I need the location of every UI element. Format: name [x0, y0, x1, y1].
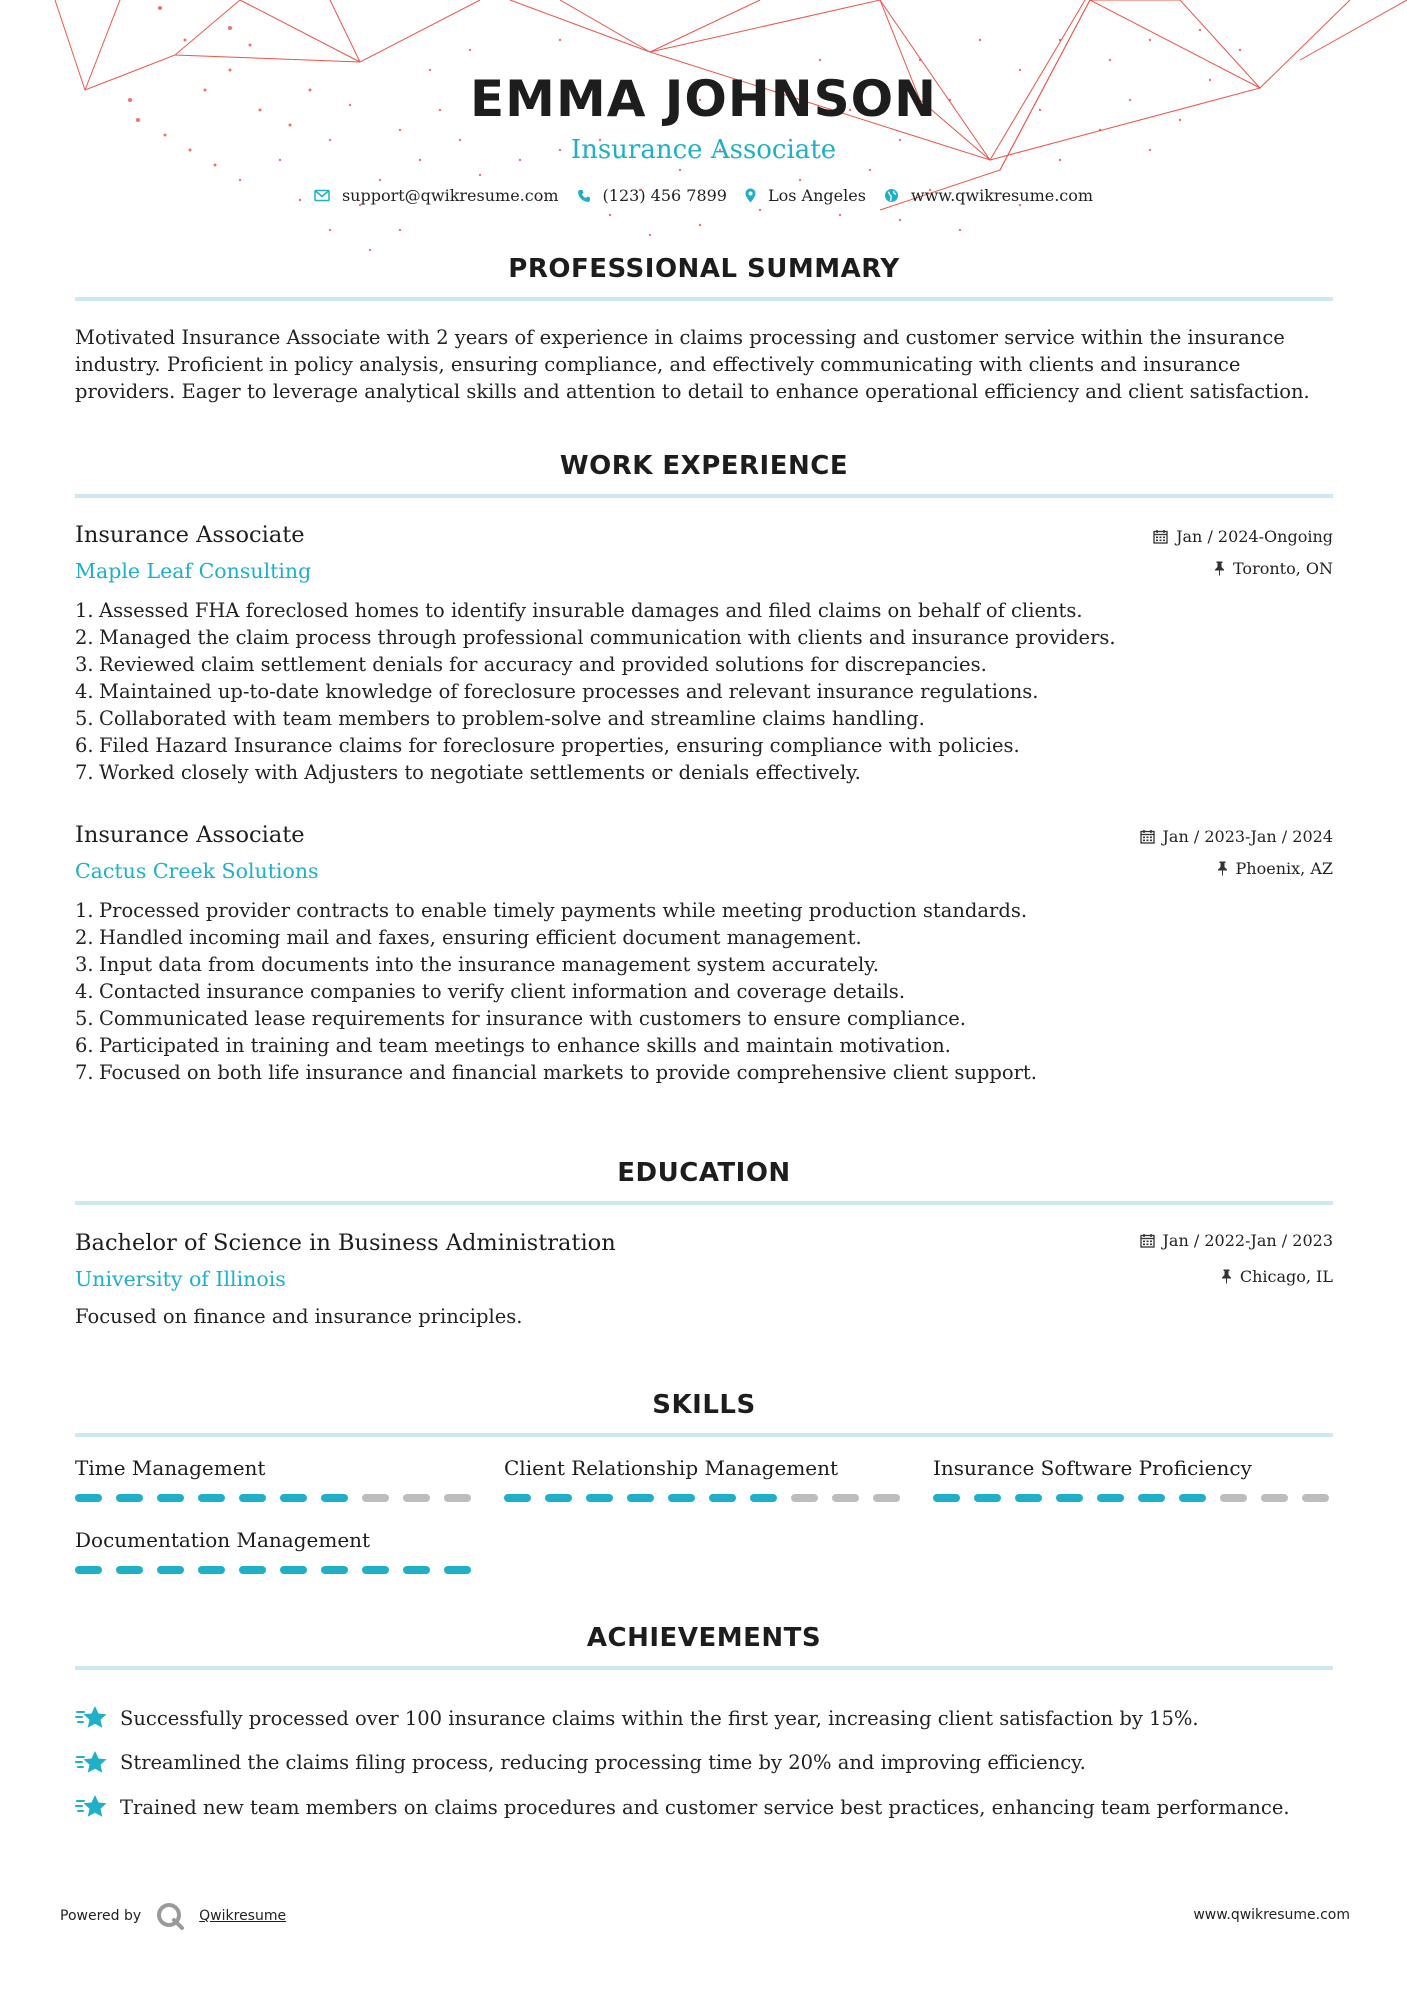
experience-heading: WORK EXPERIENCE — [559, 451, 849, 481]
job-location — [1140, 858, 1333, 878]
skill-dash-empty — [403, 1494, 430, 1502]
qwikresume-logo-icon — [155, 1901, 185, 1931]
job-dates — [1140, 826, 1333, 846]
skill-dash-filled — [750, 1494, 777, 1502]
skill-dash-filled — [403, 1566, 430, 1574]
skill-dash-filled — [933, 1494, 960, 1502]
list-item: 5. Communicated lease requirements for insurance with customers to ensure compliance. — [75, 1007, 966, 1030]
list-item: 1. Processed provider contracts to enable timely payments while meeting production standards. — [75, 899, 1028, 922]
skill-rating — [504, 1494, 904, 1502]
footer-website[interactable]: www.qwikresume.com — [1193, 1907, 1350, 1923]
job-location-text: Toronto, ON — [1233, 558, 1333, 578]
skill-rating — [75, 1566, 475, 1574]
education-location-text: Chicago, IL — [1239, 1266, 1333, 1286]
list-item: 2. Managed the claim process through professional communication with clients and insurance providers. — [75, 626, 1116, 649]
achievements-heading: ACHIEVEMENTS — [586, 1623, 822, 1653]
skill-dash-empty — [873, 1494, 900, 1502]
list-item: 5. Collaborated with team members to problem-solve and streamline claims handling. — [75, 707, 925, 730]
skill-dash-filled — [1015, 1494, 1042, 1502]
job-bullets — [75, 897, 1333, 1086]
skill-item — [504, 1456, 904, 1502]
bullet-text: Participated in training and team meetings to enhance skills and maintain motivation. — [99, 1034, 951, 1057]
bullet-text: Worked closely with Adjusters to negotiate settlements or denials effectively. — [99, 761, 861, 784]
skill-dash-filled — [280, 1494, 307, 1502]
list-item — [75, 1696, 1333, 1741]
bullet-text: Focused on both life insurance and financial markets to provide comprehensive client support. — [99, 1061, 1037, 1084]
skill-dash-filled — [75, 1566, 102, 1574]
achievement-text: Successfully processed over 100 insurance claims within the first year, increasing client satisfaction by 15%. — [120, 1706, 1199, 1730]
calendar-icon — [1140, 1233, 1155, 1248]
contact-location — [745, 186, 866, 205]
job-bullets — [75, 597, 1333, 786]
skill-dash-filled — [75, 1494, 102, 1502]
skill-dash-filled — [116, 1566, 143, 1574]
bullet-text: Processed provider contracts to enable timely payments while meeting production standards. — [99, 899, 1028, 922]
list-item — [75, 1785, 1333, 1830]
contact-phone-text: (123) 456 7899 — [602, 186, 727, 205]
skill-dash-filled — [116, 1494, 143, 1502]
achievement-text: Streamlined the claims filing process, reducing processing time by 20% and improving efficiency. — [120, 1751, 1086, 1775]
list-item: 2. Handled incoming mail and faxes, ensuring efficient document management. — [75, 926, 862, 949]
education-location — [1140, 1266, 1333, 1286]
pushpin-icon — [1221, 1269, 1232, 1284]
education-heading: EDUCATION — [617, 1158, 791, 1188]
bullet-text: Assessed FHA foreclosed homes to identify insurable damages and filed claims on behalf of clients. — [99, 599, 1083, 622]
resume-header — [0, 72, 1407, 165]
list-item: 7. Focused on both life insurance and financial markets to provide comprehensive client support. — [75, 1061, 1037, 1084]
skill-dash-empty — [1302, 1494, 1329, 1502]
job-meta — [1140, 826, 1333, 878]
summary-heading: PROFESSIONAL SUMMARY — [508, 254, 900, 284]
candidate-name: EMMA JOHNSON — [470, 70, 937, 128]
job-dates-text: Jan / 2023-Jan / 2024 — [1162, 826, 1333, 846]
candidate-role: Insurance Associate — [570, 135, 837, 165]
job-dates — [1153, 526, 1333, 546]
skill-dash-empty — [832, 1494, 859, 1502]
skill-dash-empty — [1220, 1494, 1247, 1502]
skill-dash-filled — [239, 1566, 266, 1574]
education-entry — [75, 1230, 1333, 1328]
skill-name: Documentation Management — [75, 1528, 371, 1552]
list-item: 3. Input data from documents into the insurance management system accurately. — [75, 953, 879, 976]
skill-dash-filled — [709, 1494, 736, 1502]
skill-dash-filled — [198, 1494, 225, 1502]
skill-dash-filled — [321, 1566, 348, 1574]
degree-title: Bachelor of Science in Business Administration — [75, 1230, 616, 1256]
skill-name: Client Relationship Management — [504, 1456, 839, 1480]
job-company: Cactus Creek Solutions — [75, 859, 319, 883]
skill-rating — [75, 1494, 475, 1502]
skill-name: Time Management — [75, 1456, 266, 1480]
skill-dash-empty — [1261, 1494, 1288, 1502]
contact-email[interactable] — [314, 186, 559, 205]
contact-website-text: www.qwikresume.com — [910, 186, 1094, 205]
skill-rating — [933, 1494, 1333, 1502]
bullet-text: Communicated lease requirements for insurance with customers to ensure compliance. — [99, 1007, 966, 1030]
education-dates — [1140, 1230, 1333, 1250]
skill-dash-filled — [239, 1494, 266, 1502]
skill-dash-filled — [545, 1494, 572, 1502]
skill-item — [933, 1456, 1333, 1502]
skill-dash-empty — [362, 1494, 389, 1502]
skill-item — [75, 1528, 475, 1574]
contact-location-text: Los Angeles — [767, 186, 866, 205]
skill-dash-filled — [668, 1494, 695, 1502]
skill-dash-filled — [362, 1566, 389, 1574]
list-item: 7. Worked closely with Adjusters to negotiate settlements or denials effectively. — [75, 761, 861, 784]
qwikresume-link[interactable]: Qwikresume — [199, 1908, 287, 1924]
skill-dash-filled — [974, 1494, 1001, 1502]
pushpin-icon — [1217, 861, 1228, 876]
list-item: 6. Filed Hazard Insurance claims for foreclosure properties, ensuring compliance with policies. — [75, 734, 1020, 757]
skill-dash-filled — [1097, 1494, 1124, 1502]
skill-dash-filled — [1179, 1494, 1206, 1502]
pushpin-icon — [1214, 561, 1225, 576]
summary-text: Motivated Insurance Associate with 2 years of experience in claims processing and customer service within the insurance industry. Proficient in policy analysis, ensuring compliance, and effectively communicating with clients and insurance providers. Eager to leverage analytical skills and attention to detail to enhance operational efficiency and client satisfaction. — [75, 326, 1310, 403]
education-description: Focused on finance and insurance principles. — [75, 1305, 523, 1328]
star-badge-icon — [75, 1792, 108, 1822]
job-entry-2 — [75, 822, 1333, 1086]
powered-by-label: Powered by — [60, 1908, 142, 1924]
bullet-text: Input data from documents into the insurance management system accurately. — [99, 953, 879, 976]
calendar-icon — [1153, 529, 1168, 544]
education-meta — [1140, 1230, 1333, 1286]
bullet-text: Filed Hazard Insurance claims for foreclosure properties, ensuring compliance with policies. — [99, 734, 1020, 757]
experience-divider — [75, 494, 1333, 498]
skill-dash-filled — [1138, 1494, 1165, 1502]
skill-dash-empty — [791, 1494, 818, 1502]
job-title: Insurance Associate — [75, 822, 305, 848]
education-dates-text: Jan / 2022-Jan / 2023 — [1162, 1230, 1333, 1250]
skill-dash-filled — [157, 1494, 184, 1502]
skills-divider — [75, 1433, 1333, 1437]
phone-icon — [577, 189, 591, 203]
list-item: 4. Maintained up-to-date knowledge of foreclosure processes and relevant insurance regulations. — [75, 680, 1039, 703]
list-item: 3. Reviewed claim settlement denials for accuracy and provided solutions for discrepancies. — [75, 653, 987, 676]
job-location-text: Phoenix, AZ — [1235, 858, 1333, 878]
list-item: 6. Participated in training and team meetings to enhance skills and maintain motivation. — [75, 1034, 951, 1057]
skill-dash-filled — [198, 1566, 225, 1574]
star-badge-icon — [75, 1748, 108, 1778]
skills-grid — [75, 1456, 1333, 1574]
bullet-text: Maintained up-to-date knowledge of foreclosure processes and relevant insurance regulations. — [99, 680, 1039, 703]
skill-dash-filled — [280, 1566, 307, 1574]
job-location — [1153, 558, 1333, 578]
list-item: 4. Contacted insurance companies to verify client information and coverage details. — [75, 980, 906, 1003]
skill-dash-filled — [321, 1494, 348, 1502]
footer-branding — [60, 1901, 286, 1931]
skill-dash-filled — [586, 1494, 613, 1502]
bullet-text: Contacted insurance companies to verify client information and coverage details. — [99, 980, 906, 1003]
achievements-list — [75, 1696, 1333, 1830]
skill-dash-filled — [444, 1566, 471, 1574]
bullet-text: Reviewed claim settlement denials for accuracy and provided solutions for discrepancies. — [99, 653, 987, 676]
achievement-text: Trained new team members on claims procedures and customer service best practices, enhancing team performance. — [120, 1795, 1290, 1819]
page-footer — [60, 1897, 1350, 1929]
skill-name: Insurance Software Proficiency — [933, 1456, 1252, 1480]
contact-bar — [0, 186, 1407, 205]
job-entry-1 — [75, 522, 1333, 786]
globe-icon — [884, 188, 899, 203]
job-company: Maple Leaf Consulting — [75, 559, 312, 583]
skill-dash-filled — [504, 1494, 531, 1502]
education-divider — [75, 1201, 1333, 1205]
bullet-text: Handled incoming mail and faxes, ensuring efficient document management. — [99, 926, 862, 949]
bullet-text: Managed the claim process through professional communication with clients and insurance providers. — [99, 626, 1116, 649]
envelope-icon — [314, 189, 330, 202]
contact-email-text: support@qwikresume.com — [341, 186, 559, 205]
calendar-icon — [1140, 829, 1155, 844]
contact-phone[interactable] — [577, 186, 727, 205]
achievements-divider — [75, 1666, 1333, 1670]
bullet-text: Collaborated with team members to problem-solve and streamline claims handling. — [99, 707, 925, 730]
job-title: Insurance Associate — [75, 522, 305, 548]
star-badge-icon — [75, 1703, 108, 1733]
summary-divider — [75, 297, 1333, 301]
skill-dash-filled — [157, 1566, 184, 1574]
skills-heading: SKILLS — [652, 1390, 756, 1420]
job-meta — [1153, 526, 1333, 578]
list-item — [75, 1741, 1333, 1786]
skill-dash-filled — [1056, 1494, 1083, 1502]
skill-dash-filled — [627, 1494, 654, 1502]
school-name: University of Illinois — [75, 1267, 286, 1291]
job-dates-text: Jan / 2024-Ongoing — [1176, 526, 1333, 546]
contact-website[interactable] — [884, 186, 1093, 205]
skill-dash-empty — [444, 1494, 471, 1502]
skill-item — [75, 1456, 475, 1502]
map-marker-icon — [745, 188, 756, 203]
list-item: 1. Assessed FHA foreclosed homes to identify insurable damages and filed claims on behalf of clients. — [75, 599, 1083, 622]
